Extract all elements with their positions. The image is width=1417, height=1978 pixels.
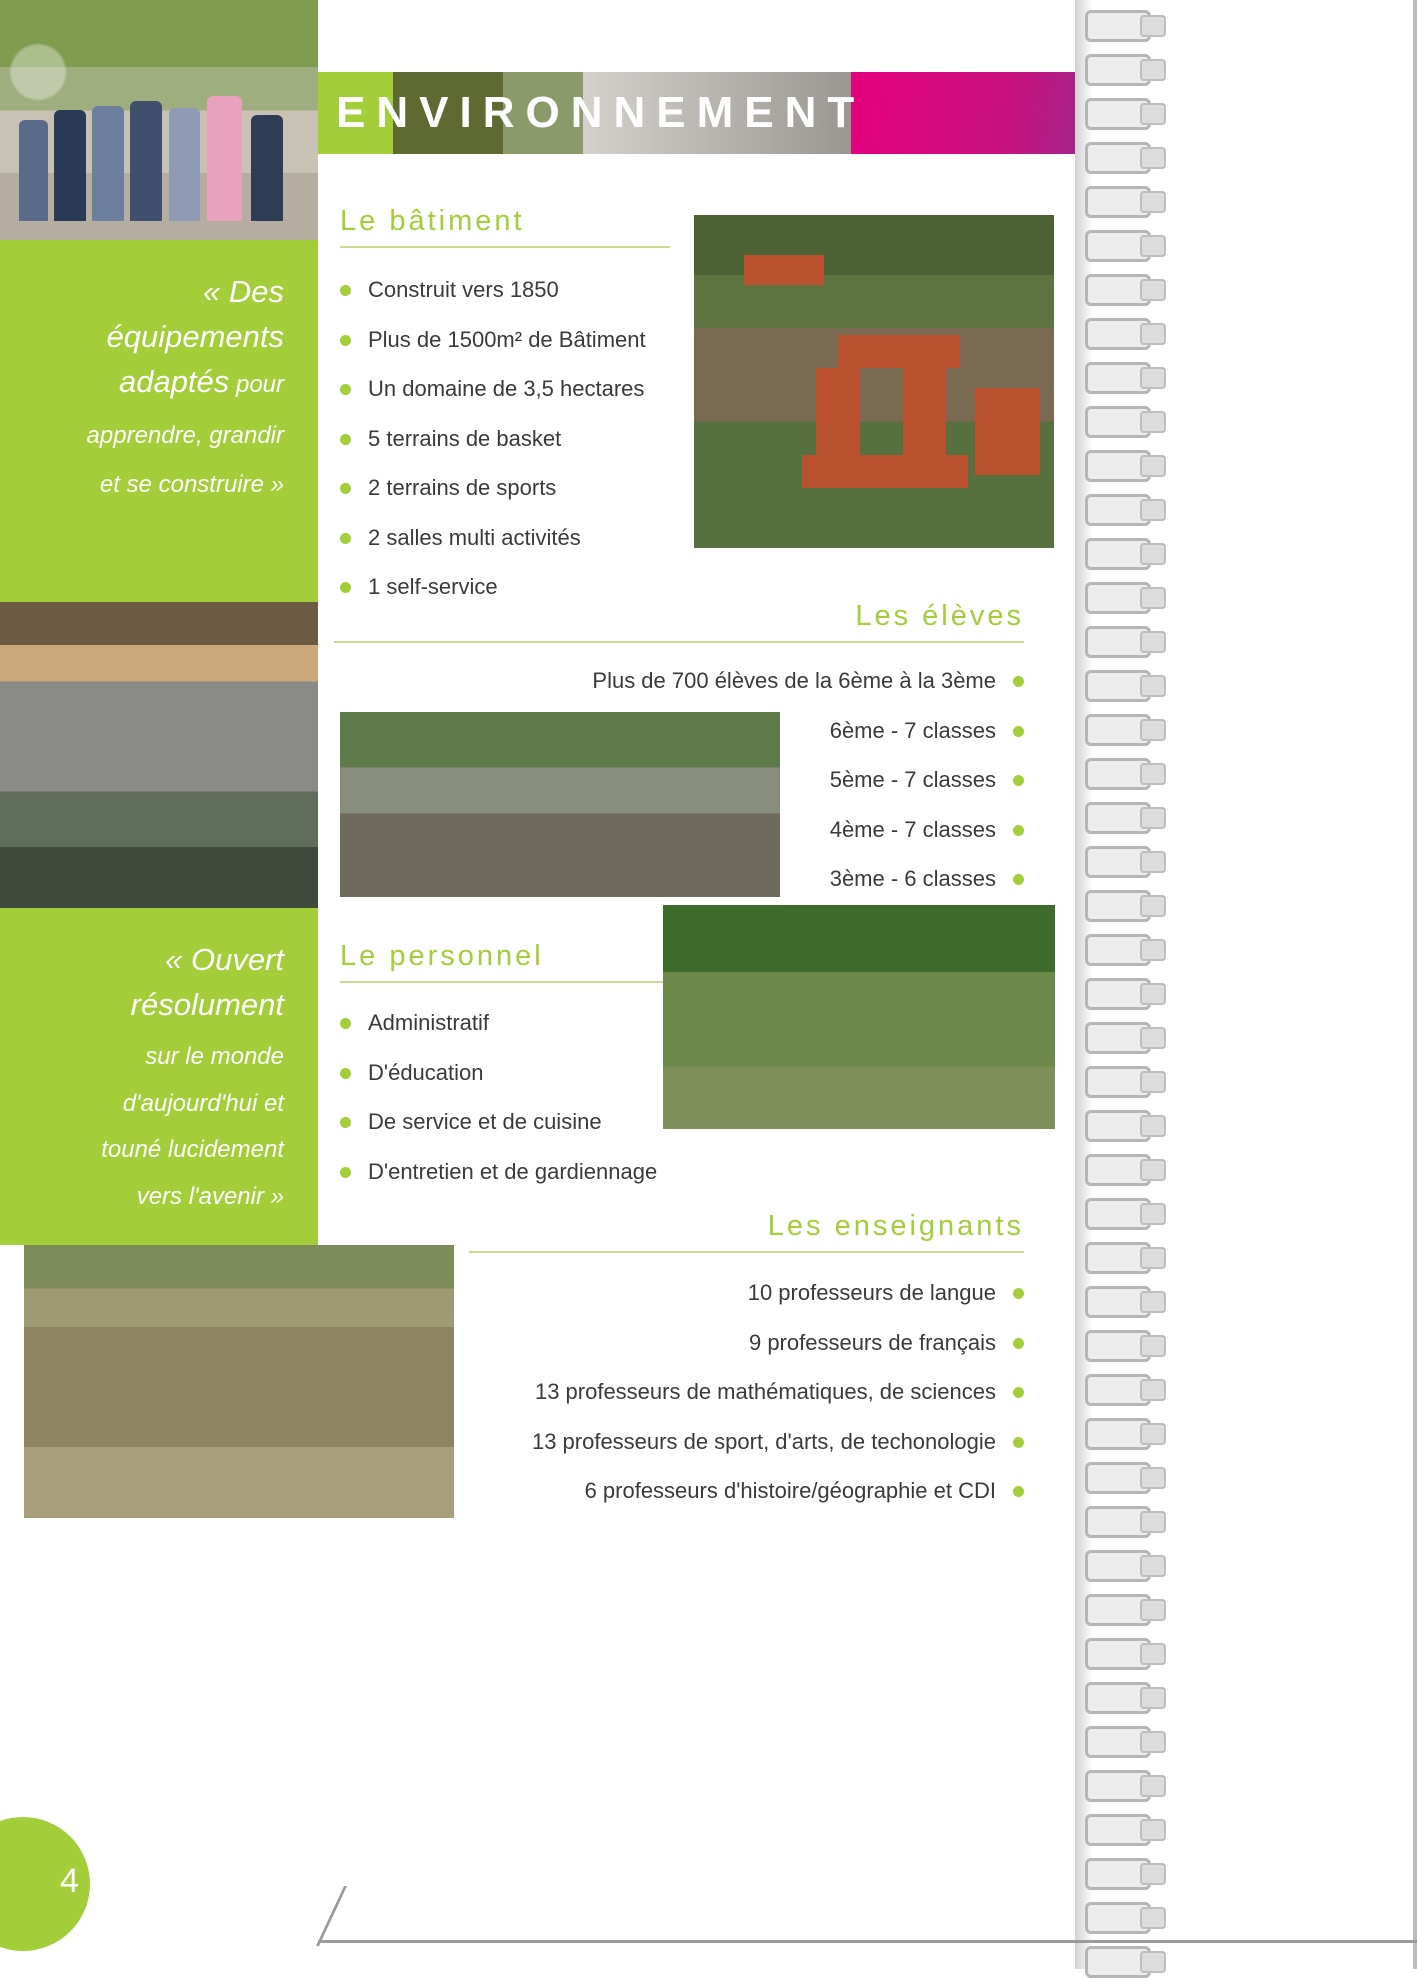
spiral-ring <box>1085 362 1151 394</box>
photo-students-celebrating <box>0 0 318 240</box>
quote1-line4: apprendre, grandir <box>86 421 284 449</box>
spiral-ring <box>1085 142 1151 174</box>
list-personnel <box>340 1009 670 1185</box>
page-title: ENVIRONNEMENT <box>336 88 866 137</box>
spiral-ring <box>1085 1594 1151 1626</box>
section-header-band <box>318 72 1088 154</box>
list-item: 4ème - 7 classes <box>334 816 1024 844</box>
list-item: Plus de 700 élèves de la 6ème à la 3ème <box>334 667 1024 695</box>
quote1-line3-suffix: pour <box>229 370 284 398</box>
spiral-ring <box>1085 1682 1151 1714</box>
list-enseignants <box>334 1279 1024 1505</box>
divider-enseignants <box>469 1251 1024 1253</box>
list-batiment <box>340 276 670 601</box>
spiral-ring <box>1085 1110 1151 1142</box>
page-bottom-border <box>318 1940 1417 1943</box>
quote-block-ouvert <box>0 908 318 1245</box>
section-title-eleves: Les élèves <box>855 600 1024 632</box>
list-item: 2 terrains de sports <box>340 474 670 502</box>
quote2-line6: vers l'avenir » <box>136 1183 284 1211</box>
section-batiment <box>340 205 670 623</box>
spiral-ring <box>1085 318 1151 350</box>
list-item: 10 professeurs de langue <box>334 1279 1024 1307</box>
quote2-line1: « Ouvert <box>165 942 284 977</box>
spiral-ring <box>1085 450 1151 482</box>
spiral-ring <box>1085 1638 1151 1670</box>
spiral-ring <box>1085 1022 1151 1054</box>
section-enseignants <box>334 1210 1024 1527</box>
quote2-line4: d'aujourd'hui et <box>122 1089 284 1117</box>
spiral-ring <box>1085 1066 1151 1098</box>
list-item: 2 salles multi activités <box>340 524 670 552</box>
photo-classroom-students <box>340 712 780 897</box>
spiral-ring <box>1085 846 1151 878</box>
spiral-ring <box>1085 1418 1151 1450</box>
section-title-enseignants: Les enseignants <box>767 1210 1024 1242</box>
photo-staff-group <box>663 905 1055 1129</box>
quote-block-equipements <box>0 240 318 602</box>
spiral-ring <box>1085 582 1151 614</box>
spiral-ring <box>1085 274 1151 306</box>
section-title-batiment: Le bâtiment <box>340 205 525 237</box>
spiral-ring <box>1085 494 1151 526</box>
divider-batiment <box>340 246 670 248</box>
spiral-ring <box>1085 1286 1151 1318</box>
spiral-ring <box>1085 538 1151 570</box>
section-title-personnel: Le personnel <box>340 940 544 972</box>
spiral-ring <box>1085 230 1151 262</box>
list-item: 9 professeurs de français <box>334 1329 1024 1357</box>
section-personnel <box>340 940 670 1207</box>
list-item: 13 professeurs de mathématiques, de sciences <box>334 1378 1024 1406</box>
spiral-ring <box>1085 1902 1151 1934</box>
spiral-ring <box>1085 186 1151 218</box>
list-item: D'entretien et de gardiennage <box>340 1158 670 1186</box>
spiral-ring <box>1085 1770 1151 1802</box>
list-item: Plus de 1500m² de Bâtiment <box>340 326 670 354</box>
list-item: 5 terrains de basket <box>340 425 670 453</box>
quote2-line5: touné lucidement <box>101 1136 284 1164</box>
spiral-ring <box>1085 54 1151 86</box>
photo-library-workshop <box>0 602 318 908</box>
list-item: Construit vers 1850 <box>340 276 670 304</box>
quote1-line1: « Des <box>203 274 284 309</box>
spiral-ring <box>1085 1550 1151 1582</box>
list-item: 1 self-service <box>340 573 670 601</box>
list-item: De service et de cuisine <box>340 1108 670 1136</box>
spiral-ring <box>1085 1462 1151 1494</box>
list-item: Un domaine de 3,5 hectares <box>340 375 670 403</box>
spiral-ring <box>1085 890 1151 922</box>
quote1-line5: et se construire » <box>99 470 284 498</box>
divider-eleves <box>334 641 1024 643</box>
spiral-ring <box>1085 934 1151 966</box>
spiral-ring <box>1085 1374 1151 1406</box>
spiral-ring <box>1085 802 1151 834</box>
spiral-ring <box>1085 10 1151 42</box>
quote1-line2: équipements <box>106 318 284 354</box>
page-edge <box>1413 0 1417 1969</box>
spiral-ring <box>1085 1506 1151 1538</box>
quote2-line2: résolument <box>130 986 284 1022</box>
spiral-ring <box>1085 714 1151 746</box>
quote2-line3: sur le monde <box>145 1042 284 1070</box>
spiral-ring <box>1085 1858 1151 1890</box>
spiral-ring <box>1085 1946 1151 1978</box>
quote1-line3 <box>24 360 284 405</box>
spiral-ring <box>1085 1198 1151 1230</box>
spiral-ring <box>1085 1726 1151 1758</box>
photo-aerial-view-school <box>694 215 1054 548</box>
list-item: 6ème - 7 classes <box>334 717 1024 745</box>
list-item: D'éducation <box>340 1059 670 1087</box>
spiral-ring <box>1085 406 1151 438</box>
quote1-line3-main: adaptés <box>118 363 230 399</box>
list-item: 6 professeurs d'histoire/géographie et CDI <box>334 1477 1024 1505</box>
list-item: 5ème - 7 classes <box>334 766 1024 794</box>
left-column <box>0 0 318 1969</box>
spiral-ring <box>1085 626 1151 658</box>
spiral-ring <box>1085 670 1151 702</box>
spiral-ring <box>1085 98 1151 130</box>
divider-personnel <box>340 981 670 983</box>
page-number: 4 <box>60 1862 79 1900</box>
spiral-ring <box>1085 978 1151 1010</box>
spiral-ring <box>1085 1154 1151 1186</box>
spiral-ring <box>1085 1814 1151 1846</box>
list-item: 13 professeurs de sport, d'arts, de techonologie <box>334 1428 1024 1456</box>
list-item: Administratif <box>340 1009 670 1037</box>
spiral-ring <box>1085 1242 1151 1274</box>
list-item: 3ème - 6 classes <box>334 865 1024 893</box>
spiral-ring <box>1085 1330 1151 1362</box>
spiral-ring <box>1085 758 1151 790</box>
